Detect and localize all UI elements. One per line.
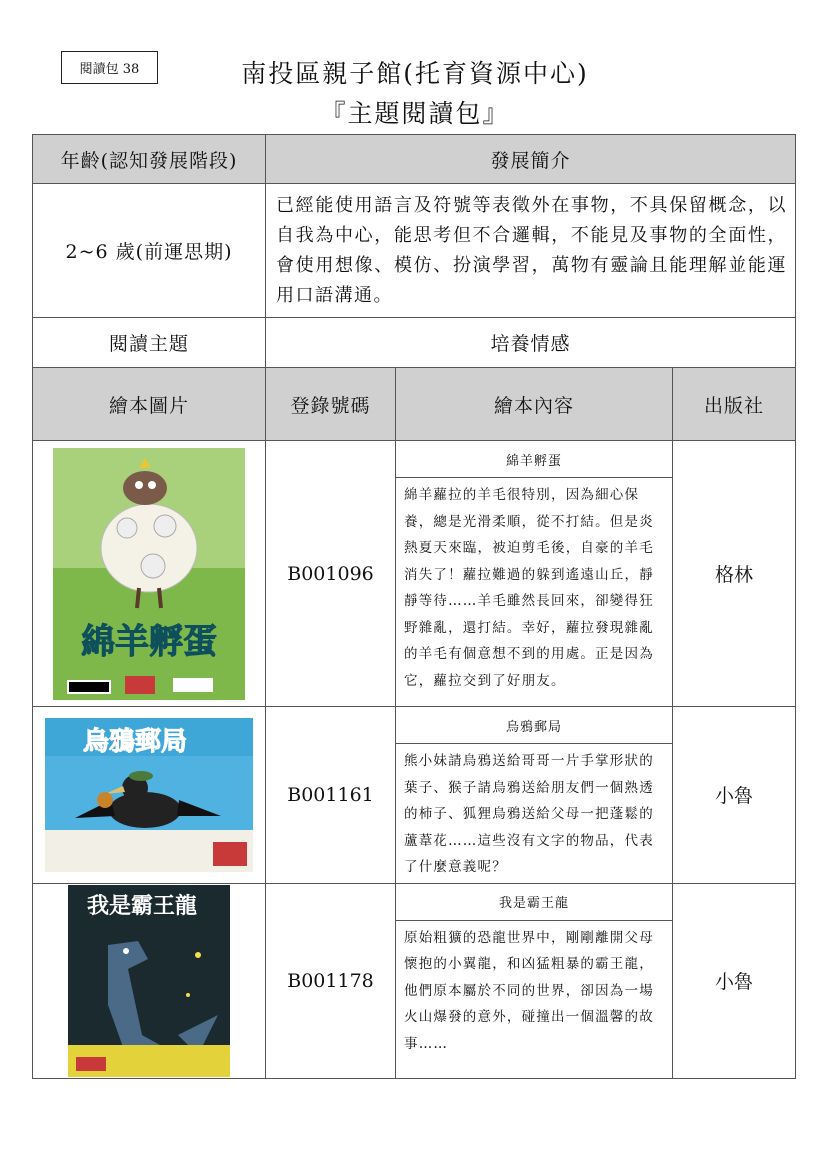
col-header-code: 登錄號碼 [266,368,396,441]
book-content-cell [396,441,673,707]
book-code: B001161 [266,707,396,884]
table-row [33,883,796,1078]
book-cover-cell [33,707,266,884]
cover-title: 烏鴉郵局 [82,726,188,757]
table-row [33,707,796,884]
book-cover-cell [33,441,266,707]
page-title: 南投區親子館(托育資源中心) [241,59,589,88]
book-summary: 熊小妹請烏鴉送給哥哥一片手掌形狀的葉子、猴子請烏鴉送給朋友們一個熟透的柿子、狐狸烏鴉送給父母一把蓬鬆的蘆葦花……這些沒有文字的物品，代表了什麼意義呢？ [404,753,654,875]
book-cover-cell [33,883,266,1078]
book-cover-crow [45,718,253,872]
book-publisher: 格林 [673,441,796,707]
book-summary: 綿羊蘿拉的羊毛很特別，因為細心保養，總是光滑柔順，從不打結。但是炎熱夏天來臨，被迫剪毛後，自豪的羊毛消失了！蘿拉難過的躲到遙遠山丘，靜靜等待……羊毛雖然長回來，卻變得狂野雜亂，還打結。幸好，蘿拉發現雜亂的羊毛有個意想不到的用處。正是因為它，蘿拉交到了好朋友。 [404,487,654,689]
page-subtitle: 『主題閱讀包』 [320,99,510,128]
age-header: 年齡(認知發展階段) [33,135,266,184]
col-header-image: 繪本圖片 [33,368,266,441]
book-publisher: 小魯 [673,707,796,884]
book-code: B001178 [266,883,396,1078]
book-title: 烏鴉郵局 [396,707,672,744]
book-title: 綿羊孵蛋 [396,441,672,478]
package-number-badge: 閱讀包 38 [61,51,158,84]
book-cover-sheep [53,448,245,700]
col-header-publisher: 出版社 [673,368,796,441]
book-code: B001096 [266,441,396,707]
book-summary: 原始粗獷的恐龍世界中，剛剛離開父母懷抱的小翼龍，和凶猛粗暴的霸王龍，他們原本屬於不同的世界，卻因為一場火山爆發的意外，碰撞出一個溫馨的故事…… [404,929,654,1052]
cover-title: 我是霸王龍 [86,893,198,919]
book-content-cell [396,883,673,1078]
book-title: 我是霸王龍 [396,884,672,921]
book-content-cell [396,707,673,884]
age-value: 2~6 歲(前運思期) [33,184,266,318]
table-row [33,441,796,707]
theme-label: 閱讀主題 [33,318,266,368]
theme-value: 培養情感 [266,318,796,368]
development-text: 已經能使用語言及符號等表徵外在事物，不具保留概念，以自我為中心，能思考但不合邏輯，不能見及事物的全面性，會使用想像、模仿、扮演學習，萬物有靈論且能理解並能運用口語溝通。 [266,184,796,318]
cover-title: 綿羊孵蛋 [81,621,217,662]
book-publisher: 小魯 [673,883,796,1078]
development-header: 發展簡介 [266,135,796,184]
col-header-content: 繪本內容 [396,368,673,441]
reading-package-table [32,134,796,1079]
book-cover-dinosaur [68,885,230,1077]
